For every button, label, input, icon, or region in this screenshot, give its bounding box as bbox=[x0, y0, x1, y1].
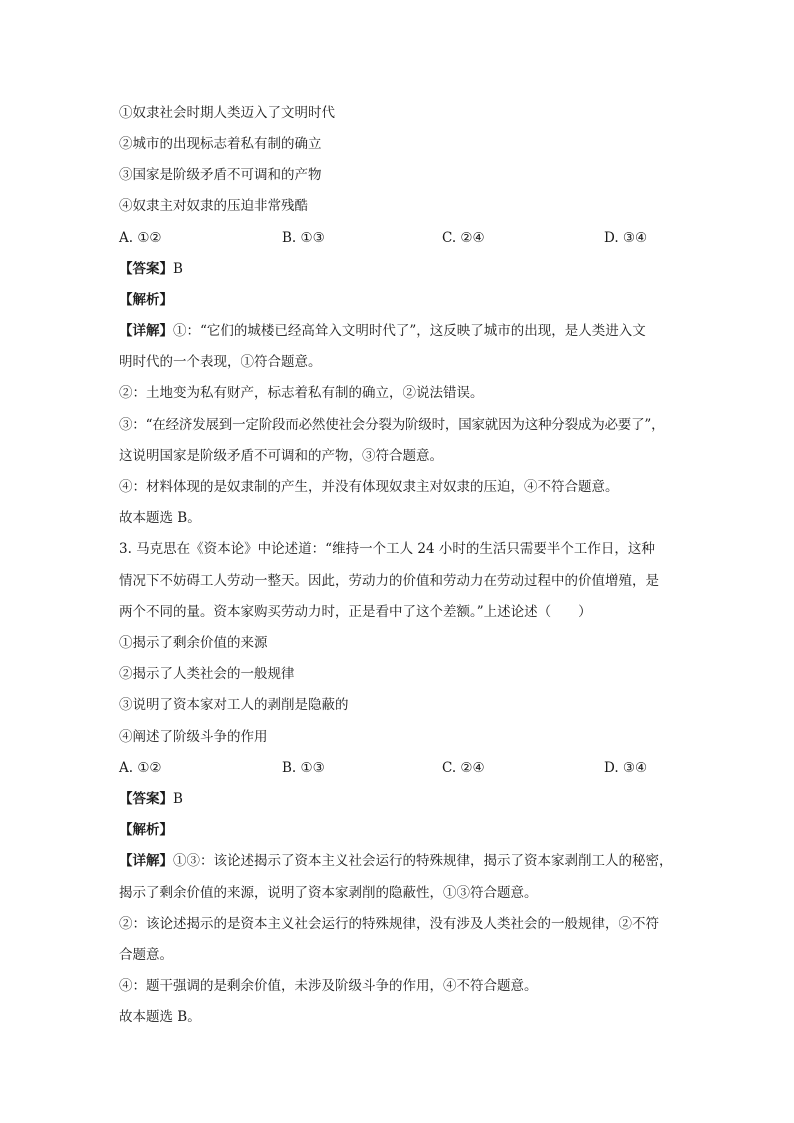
answer-label: 【答案】 bbox=[119, 791, 173, 807]
q3-option-statement-2: ②揭示了人类社会的一般规律 bbox=[119, 666, 295, 682]
q3-choice-b: B. ①③ bbox=[282, 760, 325, 776]
q3-choice-c: C. ②④ bbox=[442, 760, 485, 776]
q2-choice-a: A. ①② bbox=[119, 230, 162, 246]
q2-detail-line-4: ③：“在经济发展到一定阶段而必然使社会分裂为阶级时，国家就因为这种分裂成为必要了”， bbox=[119, 417, 665, 433]
q3-conclusion: 故本题选 B。 bbox=[119, 1009, 201, 1025]
q2-detail-line-1 bbox=[119, 322, 646, 340]
q2-conclusion: 故本题选 B。 bbox=[119, 510, 201, 526]
detail-label: 【详解】 bbox=[119, 323, 173, 339]
q3-detail-line-4: 合题意。 bbox=[119, 947, 173, 963]
q3-detail-line-2: 揭示了剩余价值的来源，说明了资本家剥削的隐蔽性，①③符合题意。 bbox=[119, 885, 538, 901]
q3-analysis-label: 【解析】 bbox=[119, 822, 173, 838]
answer-value: B bbox=[173, 261, 183, 277]
q2-option-statement-3: ③国家是阶级矛盾不可调和的产物 bbox=[119, 167, 322, 183]
q2-analysis-label: 【解析】 bbox=[119, 292, 173, 308]
q3-option-statement-1: ①揭示了剩余价值的来源 bbox=[119, 635, 268, 651]
q3-choice-d: D. ③④ bbox=[604, 760, 648, 776]
detail-label: 【详解】 bbox=[119, 853, 173, 869]
q2-choice-c: C. ②④ bbox=[442, 230, 485, 246]
q3-choice-a: A. ①② bbox=[119, 760, 162, 776]
q3-detail-line-1 bbox=[119, 852, 673, 870]
q3-option-statement-4: ④阐述了阶级斗争的作用 bbox=[119, 729, 268, 745]
q2-choice-d: D. ③④ bbox=[604, 230, 648, 246]
answer-label: 【答案】 bbox=[119, 261, 173, 277]
q3-stem-line-2: 情况下不妨碍工人劳动一整天。因此，劳动力的价值和劳动力在劳动过程中的价值增殖，是 bbox=[119, 573, 659, 589]
detail-text: ①③：该论述揭示了资本主义社会运行的特殊规律，揭示了资本家剥削工人的秘密， bbox=[173, 853, 673, 869]
q2-choice-b: B. ①③ bbox=[282, 230, 325, 246]
q3-stem-line-1: 3. 马克思在《资本论》中论述道：“维持一个工人 24 小时的生活只需要半个工作日，这种 bbox=[119, 541, 655, 557]
q2-answer bbox=[119, 260, 183, 278]
detail-text: ①：“它们的城楼已经高耸入文明时代了”，这反映了城市的出现，是人类进入文 bbox=[173, 323, 646, 339]
answer-value: B bbox=[173, 791, 183, 807]
q2-option-statement-1: ①奴隶社会时期人类迈入了文明时代 bbox=[119, 105, 335, 121]
q3-stem-line-3: 两个不同的量。资本家购买劳动力时，正是看中了这个差额。”上述论述（ ） bbox=[119, 604, 592, 620]
q3-answer bbox=[119, 790, 183, 808]
q2-detail-line-5: 这说明国家是阶级矛盾不可调和的产物，③符合题意。 bbox=[119, 448, 443, 464]
q2-detail-line-3: ②：土地变为私有财产，标志着私有制的确立，②说法错误。 bbox=[119, 385, 484, 401]
q2-option-statement-4: ④奴隶主对奴隶的压迫非常残酷 bbox=[119, 198, 308, 214]
q2-detail-line-2: 明时代的一个表现，①符合题意。 bbox=[119, 354, 322, 370]
q3-detail-line-5: ④：题干强调的是剩余价值，未涉及阶级斗争的作用，④不符合题意。 bbox=[119, 978, 538, 994]
q2-detail-line-6: ④：材料体现的是奴隶制的产生，并没有体现奴隶主对奴隶的压迫，④不符合题意。 bbox=[119, 479, 619, 495]
q2-option-statement-2: ②城市的出现标志着私有制的确立 bbox=[119, 136, 322, 152]
q3-option-statement-3: ③说明了资本家对工人的剥削是隐蔽的 bbox=[119, 697, 349, 713]
q3-detail-line-3: ②：该论述揭示的是资本主义社会运行的特殊规律，没有涉及人类社会的一般规律，②不符 bbox=[119, 916, 659, 932]
